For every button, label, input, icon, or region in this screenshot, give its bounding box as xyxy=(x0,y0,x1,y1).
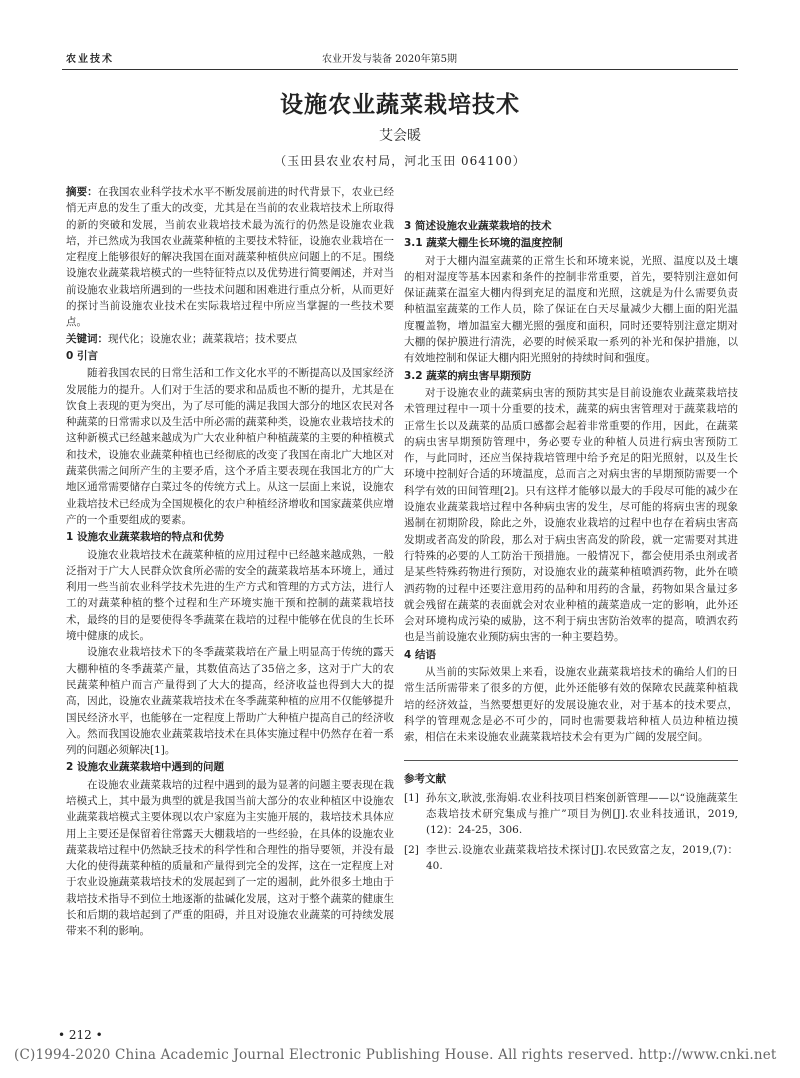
section-heading-4: 4 结语 xyxy=(404,648,436,661)
section-label: 农业技术 xyxy=(66,54,114,65)
reference-item xyxy=(404,842,738,875)
section-heading-3: 3 简述设施农业蔬菜栽培的技术 xyxy=(404,220,552,232)
section-heading-1: 1 设施农业蔬菜栽培的特点和优势 xyxy=(66,531,224,544)
abstract xyxy=(66,184,394,331)
abstract-text: 在我国农业科学技术水平不断发展前进的时代背景下，农业已经悄无声息的发生了重大的改变，尤其是在当前的农业栽培技术上所取得的新的突破和发展，当前农业栽培技术最为流行的仍然是设施农业栽培，并已然成为我国农业蔬菜种植的主要技术特征，设施农业栽培在一定程度上能够很好的解决我国在面对蔬菜种植供应问题上的不足。围绕设施农业蔬菜栽培模式的一些特征特点以及优势进行简要阐述，并对当前设施农业栽培所遇到的一些技术问题和困难进行重点分析，从而更好的探讨当前设施农业技术在实际栽培过程中所应当掌握的一些技术要点。 xyxy=(66,186,394,329)
paper-title: 设施农业蔬菜栽培技术 xyxy=(280,92,520,118)
paragraph: 从当前的实际效果上来看，设施农业蔬菜栽培技术的确给人们的日常生活所需带来了很多的方便，此外还能够有效的保障农民蔬菜种植栽培的经济效益，当然要想更好的发展设施农业，对于基本的技术要点，科学的管理观念是必不可少的，同时也需要栽培种植人员边种植边摸索，相信在未来设施农业蔬菜栽培技术会有更为广阔的发展空间。 xyxy=(404,666,738,744)
reference-number: [2] xyxy=(404,843,419,856)
copyright-watermark: (C)1994-2020 China Academic Journal Electronic Publishing House. All rights reserved. http://www.cnki.net xyxy=(14,1047,777,1063)
subsection-heading-3-1: 3.1 蔬菜大棚生长环境的温度控制 xyxy=(404,237,563,250)
reference-item xyxy=(404,790,738,839)
keywords-label: 关键词： xyxy=(66,332,108,345)
reference-text: 孙东文,耿波,张海娟.农业科技项目档案创新管理——以“设施蔬菜生态栽培技术研究集成与推广”项目为例[J].农业科技通讯，2019,(12)：24-25，306. xyxy=(426,791,738,837)
author-affiliation: （玉田县农业农村局，河北玉田 064100） xyxy=(274,154,526,168)
left-column xyxy=(66,184,394,940)
paragraph: 对于大棚内温室蔬菜的正常生长和环境来说，光照、温度以及土壤的相对湿度等基本因素和条件的控制非常重要，首先，要特别注意如何保证蔬菜在温室大棚内得到充足的温度和光照，这就是为什么需要负责种植温室蔬菜的工作人员，除了保证在白天尽量减少大棚上面的阳光温度覆盖物，增加温室大棚光照的强度和面积，同时还要特别注意定期对大棚的保护膜进行清洗，必要的时候采取一系列的补光和保护措施，以有效地控制和保证大棚内阳光照射的持续时间和强度。 xyxy=(404,254,738,365)
section-heading-0: 0 引言 xyxy=(66,349,98,362)
paragraph: 对于设施农业的蔬菜病虫害的预防其实是目前设施农业蔬菜栽培技术管理过程中一项十分重要的技术，蔬菜的病虫害管理对于蔬菜栽培的正常生长以及蔬菜的品质口感都会起着非常重要的作用，因此，在蔬菜的病虫害早期预防管理中，务必要专业的种植人员进行病虫害预防工作，与此同时，还应当保持栽培管理中给予充足的阳光照射，以及生长环境中控制好合适的环境温度，总而言之对病虫害的早期预防需要一个科学有效的田间管理[2]。只有这样才能够以最大的手段尽可能的减少在设施农业蔬菜栽培过程中各种病虫害的发生，尽可能的将病虫害的现象遏制在初期阶段，除此之外，设施农业栽培的过程中也存在着病虫害高发期或者高发的阶段，那么对于病虫害高发的阶段，就一定需要对其进行特殊的必要的人工防治干预措施。一般情况下，都会使用杀虫剂或者是某些特殊药物进行预防，对设施农业的蔬菜种植喷洒药物，此外在喷洒药物的过程中还要注意用药的品种和用药的含量，药物如果含量过多就会残留在蔬菜的表面就会对农业种植的蔬菜造成一定的影响，此外还会对环境构成污染的威胁，这不利于病虫害防治效率的提高，喷洒农药也是当前设施农业预防病虫害的一种主要趋势。 xyxy=(404,386,738,644)
paragraph: 设施农业栽培技术下的冬季蔬菜栽培在产量上明显高于传统的露天大棚种植的冬季蔬菜产量，其数值高达了35倍之多，这对于广大的农民蔬菜种植户而言产量得到了大大的提高，经济收益也得到大大的提高，因此，设施农业蔬菜栽培技术在冬季蔬菜种植的应用不仅能够提升国民经济水平，也能够在一定程度上帮助广大种植户提高自己的经济收入。然而我国设施农业蔬菜栽培技术在具体实施过程中仍然存在着一系列的问题必须解决[1]。 xyxy=(66,646,394,757)
paragraph: 在设施农业蔬菜栽培的过程中遇到的最为显著的问题主要表现在栽培模式上，其中最为典型的就是我国当前大部分的农业种植区中设施农业蔬菜栽培模式主要体现以农户家庭为主实施开展的，栽培技术具体应用上主要还是保留着往常露天大棚栽培的一些经验，在具体的设施农业蔬菜栽培过程中仍然缺乏技术的科学性和合理性的指导要领，并没有最大化的使得蔬菜种植的质量和产量得到完全的发挥，这在一定程度上对于农业设施蔬菜栽培技术的发展起到了一定的遏制，此外很多土地由于栽培技术指导不到位土地逐渐的盐碱化发展，这对于整个蔬菜的健康生长和后期的栽培起到了严重的阻碍，并且对设施农业蔬菜的可持续发展带来不利的影响。 xyxy=(66,778,394,938)
subsection-heading-3-2: 3.2 蔬菜的病虫害早期预防 xyxy=(404,369,532,382)
section-heading-2: 2 设施农业蔬菜栽培中遇到的问题 xyxy=(66,761,224,774)
paragraph: 随着我国农民的日常生活和工作文化水平的不断提高以及国家经济发展能力的提升。人们对于生活的要求和品质也不断的提升，尤其是在饮食上表现的更为突出，为了尽可能的满足我国大部分的地区农民对各种蔬菜的日常需求以及生活中所必需的蔬菜种类，设施农业栽培技术的这种新模式已经越来越成为广大农业种植户种植蔬菜的主要的种植模式和技术，设施农业蔬菜种植也已经彻底的改变了我国在南北广大地区对蔬菜供需之间所产生的主要矛盾，这个矛盾主要表现在我国北方的广大地区通常需要储存白菜过冬的传统方式上。从这一层面上来说，设施农业栽培技术已经成为全国规模化的农户种植经济增收和国家蔬菜供应增产的一个重要组成的要素。 xyxy=(66,367,394,526)
right-column xyxy=(404,184,738,874)
journal-info: 农业开发与装备 2020年第5期 xyxy=(322,54,457,65)
page-number: • 212 • xyxy=(58,1028,103,1042)
reference-text: 李世云.设施农业蔬菜栽培技术探讨[J].农民致富之友，2019,(7)：40. xyxy=(426,843,738,872)
running-header xyxy=(62,53,738,70)
reference-number: [1] xyxy=(404,791,419,804)
paragraph: 设施农业栽培技术在蔬菜种植的应用过程中已经越来越成熟，一般泛指对于广大人民群众饮食所必需的安全的蔬菜栽培基本环境上，通过利用一些当前农业科学技术先进的生产方式和管理的方式方法，进行人工的对蔬菜种植的整个过程和生产环境实施干预和控制的蔬菜栽培技术，最终的目的是要使得冬季蔬菜在栽培的过程中能够在优良的生长环境中健康的成长。 xyxy=(66,548,394,643)
abstract-label: 摘要： xyxy=(66,186,98,198)
author-name: 艾会暖 xyxy=(379,128,421,144)
keywords-text: 现代化；设施农业；蔬菜栽培；技术要点 xyxy=(108,332,297,345)
keywords xyxy=(66,331,394,347)
references-heading: 参考文献 xyxy=(404,760,738,787)
